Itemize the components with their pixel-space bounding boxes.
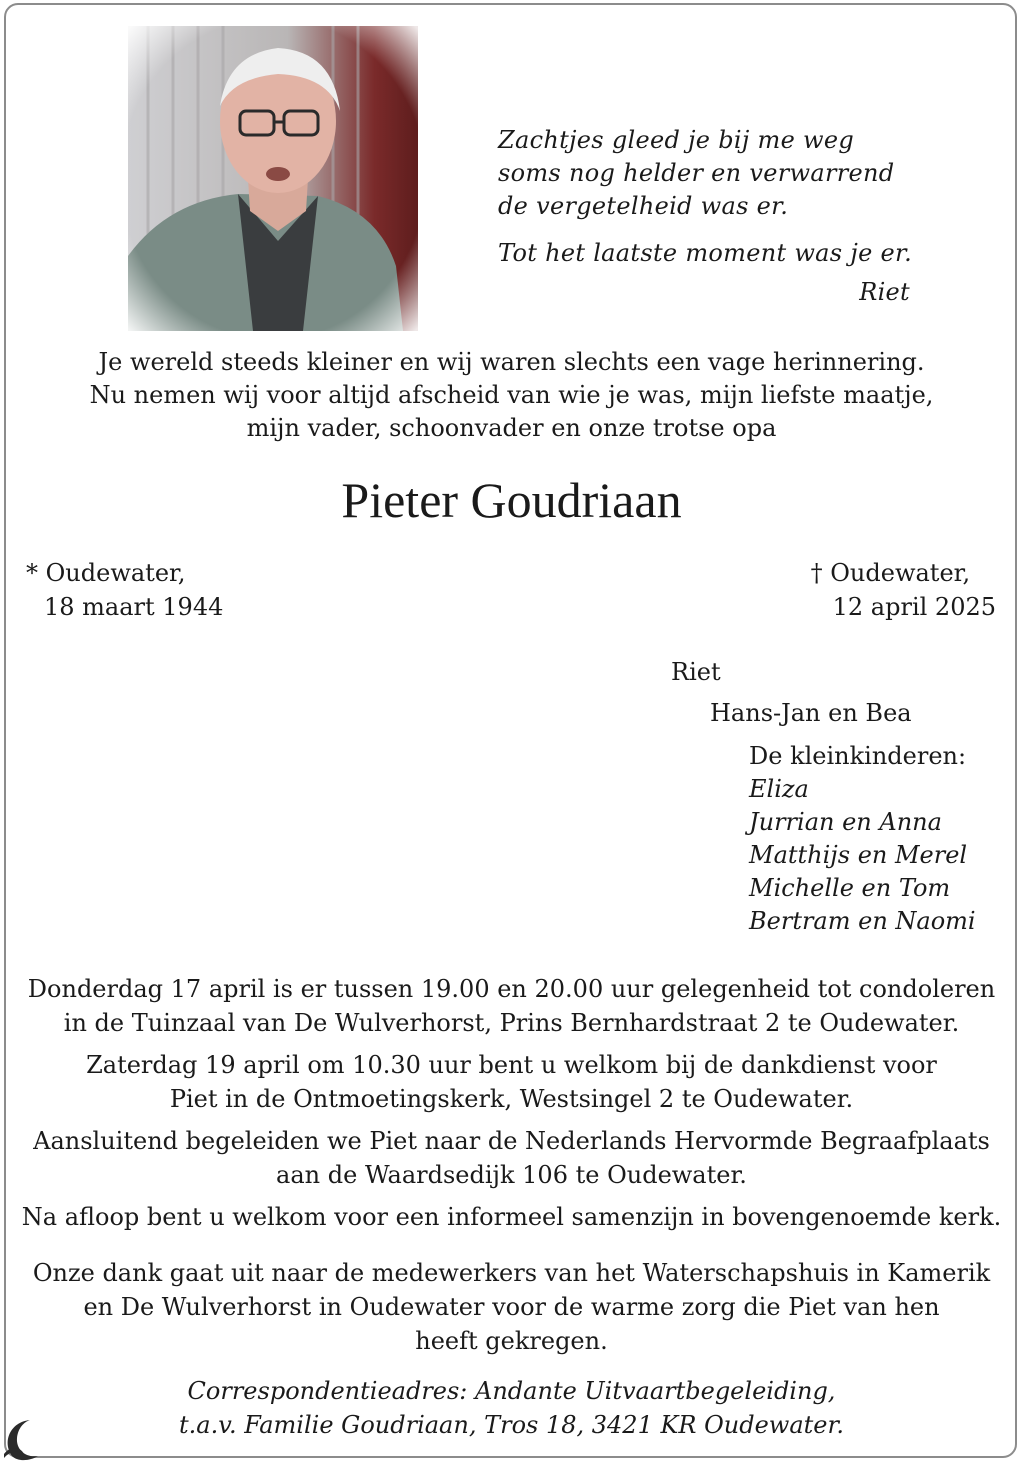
grandchild-entry: Eliza [749,775,809,803]
poem-line: soms nog helder en verwarrend [498,159,895,187]
correspondence-address [0,1374,1023,1442]
condolence-line: in de Tuinzaal van De Wulverhorst, Prins Bernhardstraat 2 te Oudewater. [63,1009,960,1037]
family-partner [671,656,721,689]
service-line: Zaterdag 19 april om 10.30 uur bent u welkom bij de dankdienst voor [86,1051,937,1079]
burial-line: aan de Waardsedijk 106 te Oudewater. [276,1161,747,1189]
poem-signature: Riet [859,278,910,306]
condolence-line: Donderdag 17 april is er tussen 19.00 en 20.00 uur gelegenheid tot condoleren [27,975,996,1003]
partner-name: Riet [671,658,721,686]
death-place: † Oudewater, [810,559,971,587]
thanks-line: heeft gekregen. [415,1327,608,1355]
birth-info [26,556,223,624]
service-line: Piet in de Ontmoetingskerk, Westsingel 2 te Oudewater. [169,1085,854,1113]
intro-line: mijn vader, schoonvader en onze trotse opa [246,414,777,442]
family-grandchildren [749,740,976,938]
correspondence-line: t.a.v. Familie Goudriaan, Tros 18, 3421 KR Oudewater. [179,1411,844,1439]
grandchild-entry: Jurrian en Anna [749,808,942,836]
portrait-photo [128,26,418,331]
after-line: Na afloop bent u welkom voor een informeel samenzijn in bovengenoemde kerk. [21,1203,1002,1231]
grandchildren-heading: De kleinkinderen: [749,742,967,770]
thanks-line: en De Wulverhorst in Oudewater voor de warme zorg die Piet van hen [83,1293,940,1321]
children-names: Hans-Jan en Bea [710,699,912,727]
deceased-name: Pieter Goudriaan [341,472,682,528]
grandchild-entry: Matthijs en Merel [749,841,968,869]
grandchild-entry: Michelle en Tom [749,874,951,902]
death-date: 12 april 2025 [832,593,996,621]
intro-line: Je wereld steeds kleiner en wij waren slechts een vage herinnering. [98,348,925,376]
poem-line: Zachtjes gleed je bij me weg [498,126,855,154]
correspondence-line: Correspondentieadres: Andante Uitvaartbegeleiding, [187,1377,836,1405]
intro-text [0,346,1023,445]
poem [498,124,918,309]
death-info [811,556,996,624]
crescent-moon-wave-logo-icon [0,1416,44,1462]
poem-line: de vergetelheid was er. [498,192,789,220]
family-children [710,697,912,730]
intro-line: Nu nemen wij voor altijd afscheid van wie je was, mijn liefste maatje, [89,381,934,409]
birth-date: 18 maart 1944 [44,593,224,621]
birth-place: * Oudewater, [26,559,186,587]
burial-line: Aansluitend begeleiden we Piet naar de Nederlands Hervormde Begraafplaats [33,1127,990,1155]
poem-closing: Tot het laatste moment was je er. [498,239,913,267]
thanks-line: Onze dank gaat uit naar de medewerkers van het Waterschapshuis in Kamerik [32,1259,991,1287]
funeral-details [0,972,1023,1358]
grandchild-entry: Bertram en Naomi [749,907,976,935]
